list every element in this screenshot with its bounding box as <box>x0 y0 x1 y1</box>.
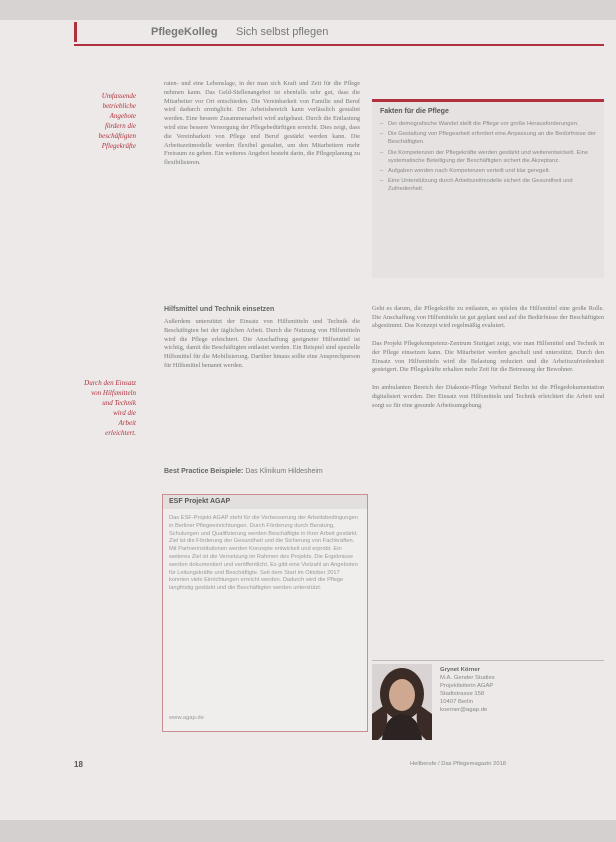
best-practice-line <box>164 468 360 475</box>
esf-box-body: Das ESF-Projekt AGAP steht für die Verbesserung der Arbeitsbedingungen in Berliner Pflegeeinrichtungen. Durch Förderung durch Beratung, Schulungen und Qualifizierung werden Beschäftigte in ihrer Arbeit gestärkt. Ziel ist die Förderung der Gesundheit und die Sicherung von Fachkräften. Mit Partnerinstitutionen werden Konzepte entwickelt und erprobt. Ein weiteres Ziel ist die Vernetzung im Rahmen des Projekts. Die Ergebnisse werden dokumentiert und veröffentlicht. Es gibt eine Vielzahl an Angeboten für Leitungskräfte und Beschäftigte. Seit dem Start im Oktober 2017 konnten viele Einrichtungen erreicht werden. Dadurch wird die Pflege langfristig gestärkt und die Beschäftigten werden unterstützt. <box>169 515 359 592</box>
contact-line: M.A. Gender Studies <box>440 675 495 681</box>
facts-box-title: Fakten für die Pflege <box>380 108 449 115</box>
best-practice-text: Das Klinikum Hildesheim <box>245 468 323 475</box>
magazine-brand: PflegeKolleg <box>151 26 218 38</box>
facts-list <box>380 120 596 196</box>
main-column-1-section <box>164 318 360 458</box>
footer-source: Heilberufe / Das Pflegemagazin 2018 <box>410 761 507 767</box>
contact-email[interactable]: koerner@agap.de <box>440 707 488 713</box>
facts-item: – Die Gestaltung von Pflegearbeit erfordert eine Anpassung an die Bedürfnisse der Beschäftigten. <box>380 130 596 146</box>
column-2-text: Geht es darum, die Pflegekräfte zu entlasten, so spielen die Hilfsmittel eine große Rolle. Die Anschaffung von Hilfsmitteln ist gut geplant und auf die Bedürfnisse der Beschäftigten abgestimmt. Das Konzept wird regelmäßig evaluiert. Das Projekt Pflegekompetenz-Zentrum Stuttgart zeigt, wie man Hilfsmittel und Technik in der Pflege einsetzen kann. Die Mitarbeiter werden geschult und unterstützt. Durch den Einsatz von Hilfsmitteln wird die Belastung reduziert und die Arbeitszufriedenheit gesteigert. Die Pflegekräfte erhalten mehr Zeit für die Betreuung der Bewohner. Im ambulanten Bereich der Diakonie-Pflege Verbund Berlin ist die Pflegedokumentation digitalisiert worden. Der Einsatz von Hilfsmitteln und Technik erleichtert die Arbeit und sorgt so für eine gesunde Arbeitsumgebung. <box>372 304 604 409</box>
contact-line: Projektleiterin AGAP <box>440 683 494 689</box>
page-number: 18 <box>74 760 83 769</box>
section-paragraph: Außerdem unterstützt der Einsatz von Hilfsmitteln und Technik die Beschäftigten bei der täglichen Arbeit. Durch die Nutzung von Hilfsmitteln wird die Pflege erleichtert. Die Anschaffung geeigneter Hilfsmittel ist wichtig, damit die Beschäftigten entlastet werden. Ein Beispiel sind spezielle Hilfsmittel für die Mobilisierung. Darüber hinaus sollte eine Ansprechperson für Hilfsmittel benannt werden. <box>164 318 360 369</box>
author-contact <box>440 666 495 714</box>
esf-box-title: ESF Projekt AGAP <box>169 498 231 505</box>
margin-note-2: Durch den Einsatz von Hilfsmitteln und Technik wird die Arbeit erleichtert. <box>84 379 136 437</box>
margin-note-1: Umfassende betriebliche Angebote fördern die beschäftigten Pflegekräfte <box>98 92 136 150</box>
facts-item: – Die Kompetenzen der Pflegekräfte werden gestärkt und weiterentwickelt. Eine systematische Beteiligung der Beschäftigten sichert die Akzeptanz. <box>380 149 596 165</box>
esf-project-box <box>162 494 368 732</box>
main-column-1 <box>164 80 360 300</box>
facts-item: – Aufgaben werden nach Kompetenzen verteilt und klar geregelt. <box>380 167 596 175</box>
author-portrait-icon <box>372 664 432 740</box>
contact-line: Stadtstrasse 158 <box>440 691 485 697</box>
facts-item: – Eine Unterstützung durch Arbeitszeitmodelle sichert die Gesundheit und Zufriedenheit. <box>380 177 596 193</box>
section-subtitle: Sich selbst pflegen <box>236 26 329 38</box>
author-name: Grynet Körner <box>440 667 480 673</box>
facts-item: – Der demografische Wandel stellt die Pflege vor große Herausforderungen. <box>380 120 596 128</box>
header-rule <box>74 44 604 46</box>
intro-paragraph: raten- und eine Lebenslage, in der man sich Kraft und Zeit für die Pflege nehmen kann. Das Geld-Stellenangebot ist ebenfalls sehr gut, dass die Mitarbeiter vor Ort entschieden. Die Vereinbarkeit von Familie und Beruf wird dadurch ermöglicht. Der Arbeitsbereich kann verlässlich gestaltet werden. Eine bessere Zusammenarbeit wird aufgebaut. Durch die Entlastung wird eine bessere Versorgung der Pflegebedürftigen erreicht. Dies zeigt, dass die Vereinbarkeit von Pflege und Beruf gestärkt werden kann. Die Arbeitszeitmodelle werden flexibel gestaltet, um den Mitarbeitern mehr Freiraum zu geben. Ein weiteres Angebot besteht darin, die Pflegeplanung zu flexibilisieren. <box>164 80 360 167</box>
author-photo <box>372 664 432 740</box>
contact-rule <box>372 660 604 661</box>
facts-box <box>372 99 604 278</box>
section-heading: Hilfsmittel und Technik einsetzen <box>164 306 275 313</box>
main-column-2 <box>372 296 604 646</box>
best-practice-label: Best Practice Beispiele: <box>164 468 244 475</box>
esf-box-link[interactable]: www.agap.de <box>169 715 204 721</box>
scan-top-strip <box>0 0 616 20</box>
contact-line: 10407 Berlin <box>440 699 474 705</box>
scan-bottom-strip <box>0 820 616 842</box>
